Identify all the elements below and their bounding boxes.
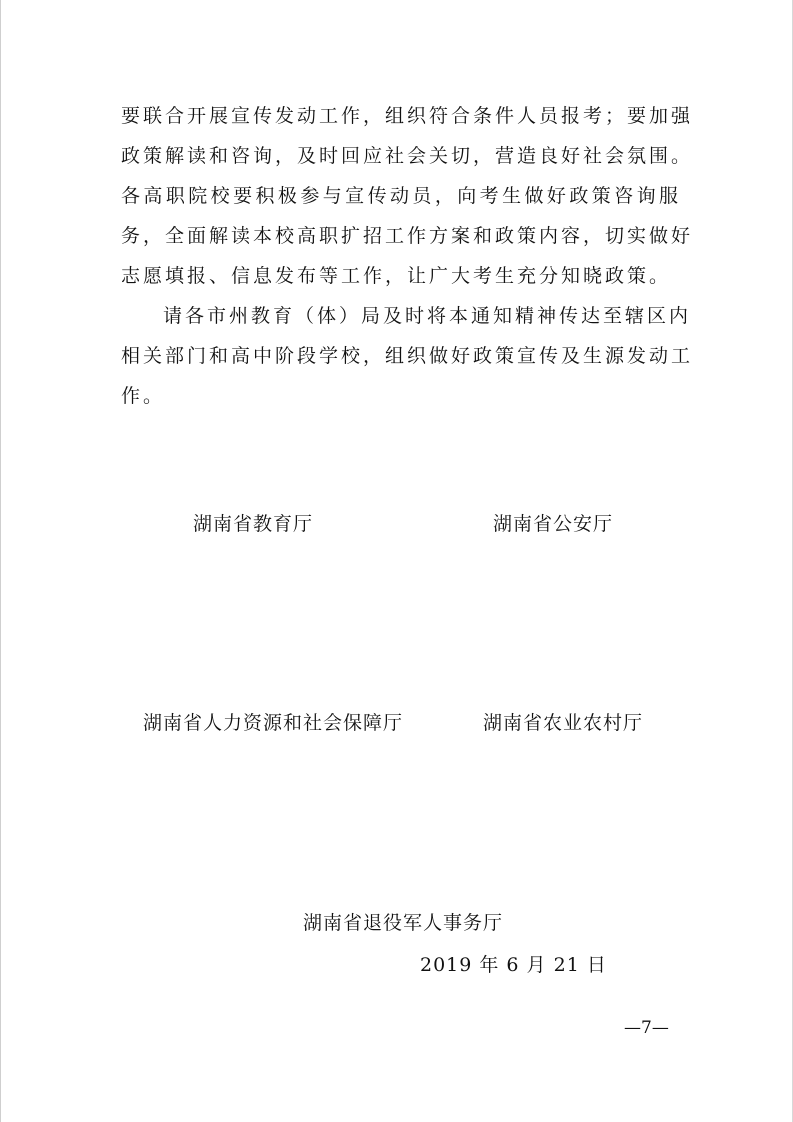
paragraph-1-line-5: 志愿填报、信息发布等工作，让广大考生充分知晓政策。 [121, 265, 672, 287]
signatory-human-resources: 湖南省人力资源和社会保障厅 [143, 712, 404, 734]
document-body [121, 96, 694, 416]
paragraph-1-line-1: 要联合开展宣传发动工作，组织符合条件人员报考；要加强 [121, 105, 694, 127]
paragraph-1-line-3: 各高职院校要积极参与宣传动员，向考生做好政策咨询服 [121, 185, 681, 207]
signatory-agriculture: 湖南省农业农村厅 [483, 712, 644, 734]
page-number: —7— [624, 1018, 669, 1038]
paragraph-2-line-3: 作。 [121, 385, 166, 407]
paragraph-2-line-1: 请各市州教育（体）局及时将本通知精神传达至辖区内 [163, 305, 692, 327]
paragraph-2-line-2: 相关部门和高中阶段学校，组织做好政策宣传及生源发动工 [121, 345, 694, 367]
paragraph-1-line-2: 政策解读和咨询，及时回应社会关切，营造良好社会氛围。 [121, 145, 694, 167]
page-edge-left [0, 0, 1, 1122]
signatory-public-security: 湖南省公安厅 [493, 513, 614, 535]
document-date: 2019 年 6 月 21 日 [420, 954, 607, 976]
signatory-veterans: 湖南省退役军人事务厅 [303, 912, 504, 934]
paragraph-1-line-4: 务，全面解读本校高职扩招工作方案和政策内容，切实做好 [121, 225, 694, 247]
signatory-education: 湖南省教育厅 [193, 513, 314, 535]
